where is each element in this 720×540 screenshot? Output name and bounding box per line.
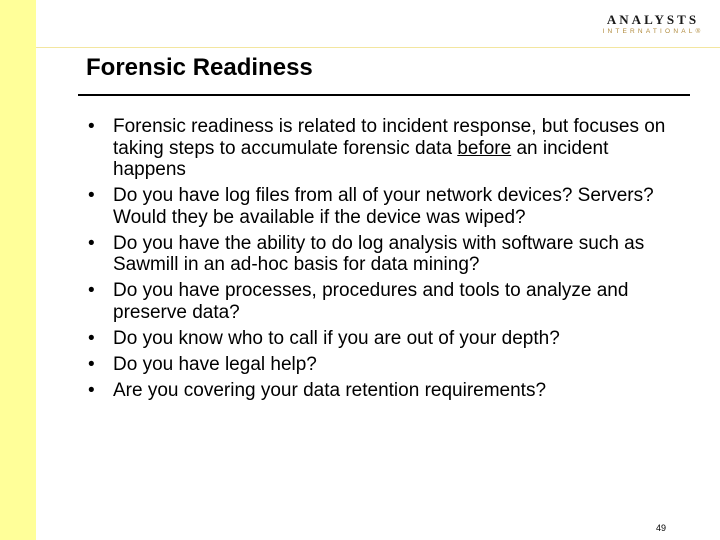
bullet-item [88,380,678,402]
bullet-icon: • [88,327,95,349]
title-underline [78,94,690,96]
bullet-item [88,280,678,323]
bullet-list [88,116,678,406]
bullet-item [88,185,678,228]
bullet-icon: • [88,280,95,302]
bullet-text: Do you have log files from all of your network devices? Servers? Would they be available if the device was wiped? [113,185,654,228]
bullet-icon: • [88,116,95,137]
page-number: 49 [656,523,667,533]
bullet-icon: • [88,353,95,375]
bullet-text: Are you covering your data retention requirements? [113,380,547,402]
bullet-icon: • [88,380,95,402]
bullet-item [88,233,678,276]
slide-title: Forensic Readiness [86,54,313,81]
logo-wordmark: ANALYSTS [606,12,700,27]
bullet-text: Do you know who to call if you are out of your depth? [113,327,560,349]
bullet-text: Do you have processes, procedures and tools to analyze and preserve data? [113,280,629,323]
bullet-icon: • [88,232,95,254]
bullet-text: Do you have legal help? [113,353,317,375]
bullet-item [88,354,678,376]
bullet-text: Do you have the ability to do log analysis with software such as Sawmill in an ad-hoc basis for data mining? [113,232,645,276]
bullet-text-lead: Forensic readiness is related to incident response, but focuses on taking steps to accumulate forensic data [113,116,666,159]
bullet-text-emphasis: before [457,137,512,159]
analysts-international-logo [600,13,706,36]
bullet-text-tail: an incident happens [113,137,609,180]
bullet-item [88,116,678,181]
logo-subtitle: INTERNATIONAL® [602,28,704,35]
bullet-icon: • [88,185,95,207]
bullet-item [88,328,678,350]
header-divider [36,47,720,48]
left-accent-bar [0,0,36,540]
